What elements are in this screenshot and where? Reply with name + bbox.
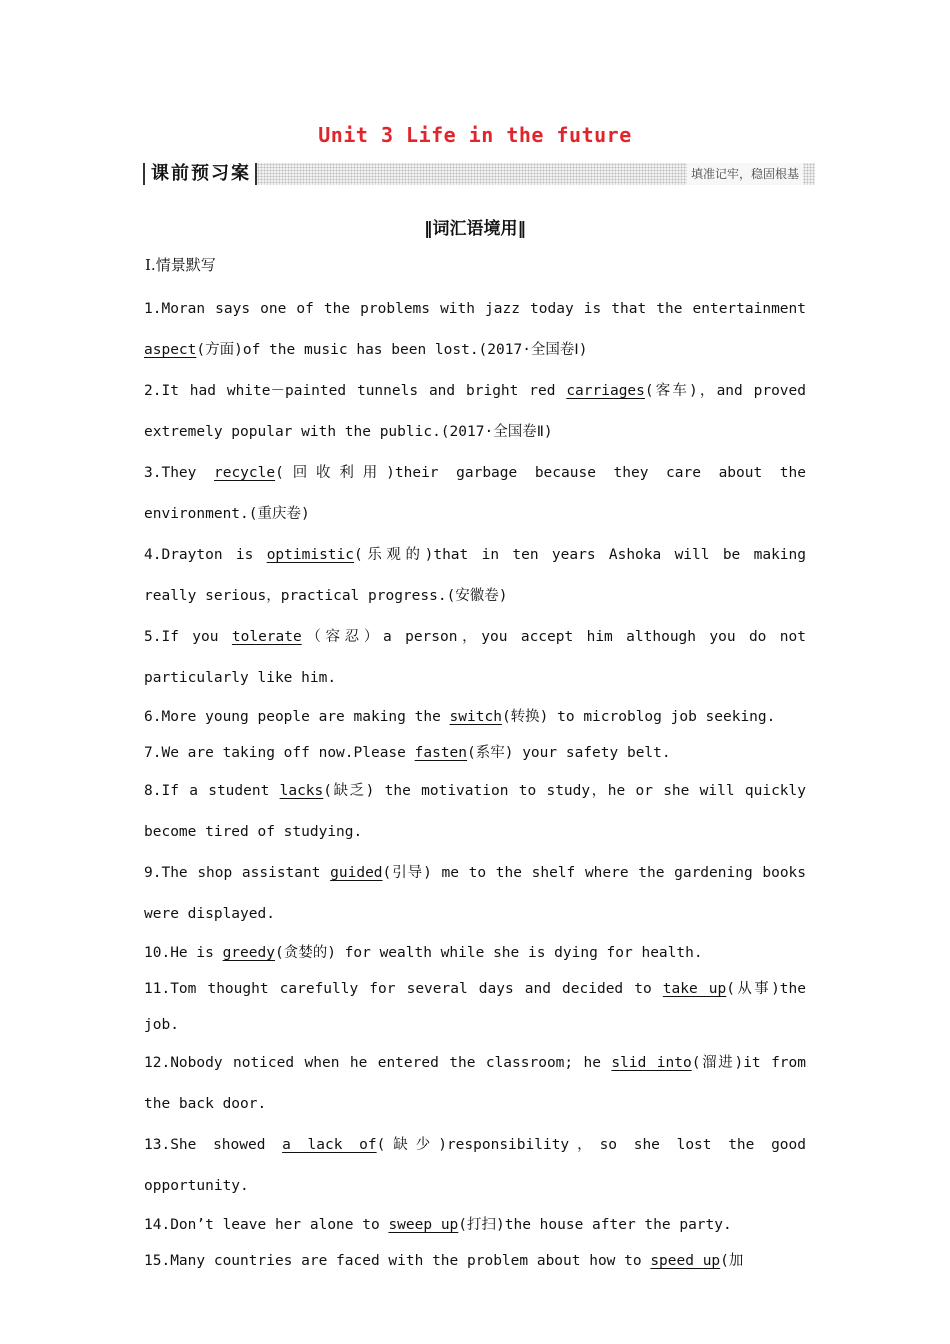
item-text: 3.They [144,465,214,481]
item-text: 10.He is [144,945,223,961]
answer: lacks [279,783,324,799]
item-text: 15.Many countries are faced with the problem about how to [144,1253,651,1269]
answer: sweep up [388,1217,459,1233]
item-text: 6.More young people are making the [144,709,450,725]
item-text: 11.Tom thought carefully for several days and decided to [144,981,663,997]
exercise-item [144,1043,806,1125]
section-heading: ‖词汇语境用‖ [424,219,526,239]
item-text: (方面)of the music has been lost.(2017·全国卷Ⅰ) [196,342,588,358]
item-text: (缺少)responsibility，so she lost the good opportunity. [144,1137,806,1194]
item-text: (从事)the job. [144,981,806,1033]
item-text: 7.We are taking off now.Please [144,745,415,761]
exercise-item [144,735,806,771]
item-text: (贪婪的) for wealth while she is dying for health. [274,945,703,961]
exercise-item [144,617,806,699]
exercise-item [144,771,806,853]
exercise-item [144,971,806,1043]
item-text: (缺乏) the motivation to study，he or she will quickly become tired of studying. [144,783,806,840]
exercise-item [144,453,806,535]
item-text: (乐观的)that in ten years Ashoka will be making really serious，practical progress.(安徽卷) [144,547,806,604]
answer: switch [449,709,502,725]
item-text: 13.She showed [144,1137,283,1153]
item-text: 1.Moran says one of the problems with jazz today is that the entertainment [144,301,806,317]
answer: tolerate [231,629,302,645]
item-text: 4.Drayton is [144,547,267,563]
answer: guided [330,865,383,881]
answer: carriages [566,383,645,399]
answer: speed up [650,1253,721,1269]
answer: take up [662,981,727,997]
item-text: 12.Nobody noticed when he entered the classroom; he [144,1055,612,1071]
exercise-item [144,371,806,453]
item-text: (系牢) your safety belt. [467,745,671,761]
answer: a lack of [282,1137,377,1153]
exercise-list [144,289,806,1279]
item-text: 9.The shop assistant [144,865,331,881]
banner-slogan: 填准记牢，稳固根基 [687,163,803,185]
item-text: (转换) to microblog job seeking. [501,709,776,725]
item-text: (引导) me to the shelf where the gardening books were displayed. [144,865,807,922]
item-text: (打扫)the house after the party. [458,1217,732,1233]
answer: recycle [213,465,276,481]
item-text: 14.Don’t leave her alone to [144,1217,389,1233]
exercise-item [144,1243,806,1279]
exercise-item [144,699,806,735]
answer: aspect [144,342,197,358]
item-text: (回收利用)their garbage because they care about the environment.(重庆卷) [144,465,806,522]
item-text: (客车)，and proved extremely popular with the public.(2017·全国卷Ⅱ) [144,383,806,440]
item-text: 8.If a student [144,783,280,799]
item-text: (溜进)it from the back door. [144,1055,806,1112]
item-text: 2.It had white－painted tunnels and bright red [144,383,567,399]
page-title: Unit 3 Life in the future [318,123,632,147]
answer: greedy [222,945,275,961]
exercise-item [144,535,806,617]
exercise-item [144,935,806,971]
exercise-item [144,853,806,935]
answer: optimistic [266,547,354,563]
answer: slid into [611,1055,692,1071]
banner-label: 课前预习案 [143,163,257,185]
exercise-item [144,1125,806,1207]
answer: fasten [414,745,468,761]
item-text: （容忍）a person，you accept him although you do not particularly like him. [144,629,806,686]
exercise-item [144,1207,806,1243]
section-banner [143,163,815,185]
exercise-item [144,289,806,371]
part-heading: Ⅰ.情景默写 [145,256,216,274]
item-text: (加 [720,1253,744,1269]
item-text: 5.If you [144,629,232,645]
